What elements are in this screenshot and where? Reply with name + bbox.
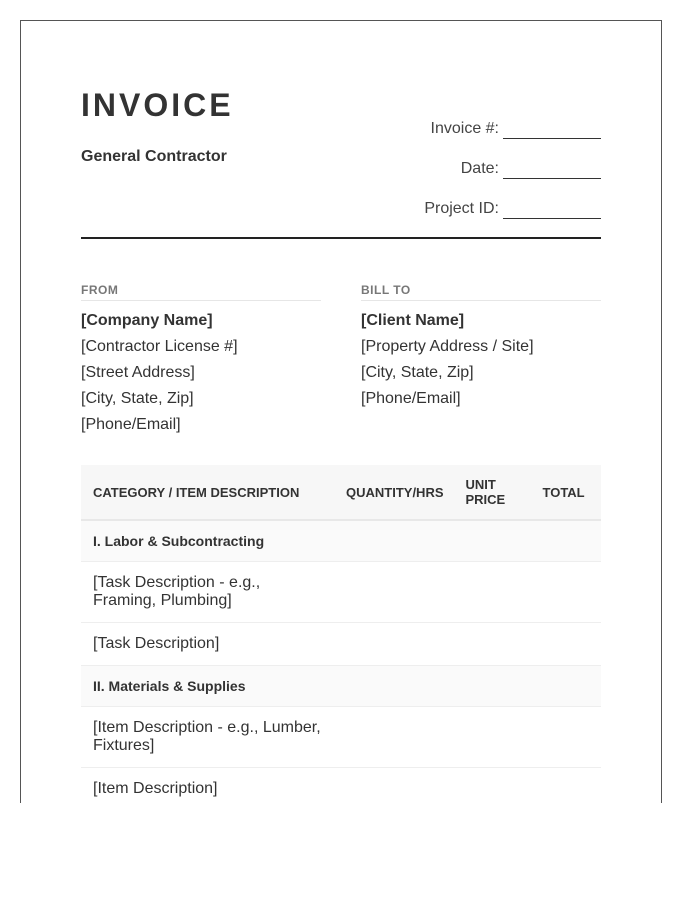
- from-street-address: [Street Address]: [81, 364, 195, 381]
- table-row: [81, 768, 601, 804]
- column-header-total: TOTAL: [531, 465, 602, 520]
- quantity-cell: [334, 707, 456, 768]
- from-city-state-zip: [City, State, Zip]: [81, 390, 194, 407]
- quantity-cell: [334, 623, 456, 666]
- quantity-cell: [334, 520, 456, 562]
- item-description: [Task Description - e.g., Framing, Plumbing]: [81, 562, 334, 623]
- quantity-cell: [334, 562, 456, 623]
- table-row: [81, 562, 601, 623]
- total-cell: [531, 623, 602, 666]
- invoice-title: INVOICE: [81, 87, 234, 123]
- invoice-number-blank[interactable]: [503, 121, 601, 139]
- invoice-date-blank[interactable]: [503, 161, 601, 179]
- quantity-cell: [334, 666, 456, 707]
- property-address: [Property Address / Site]: [361, 338, 534, 355]
- total-cell: [531, 520, 602, 562]
- total-cell: [531, 562, 602, 623]
- company-name: [Company Name]: [81, 312, 213, 329]
- total-cell: [531, 768, 602, 804]
- bill-to-city-state-zip: [City, State, Zip]: [361, 364, 474, 381]
- invoice-date-field[interactable]: [341, 139, 601, 179]
- line-items-table: [81, 465, 601, 803]
- from-phone-email: [Phone/Email]: [81, 416, 181, 433]
- section-row: [81, 520, 601, 562]
- item-description: [Task Description]: [81, 623, 334, 666]
- header-divider: [81, 237, 601, 239]
- unit-price-cell: [456, 623, 531, 666]
- bill-to-block: [361, 283, 601, 412]
- table-header-row: [81, 465, 601, 520]
- project-id-blank[interactable]: [503, 201, 601, 219]
- section-title: I. Labor & Subcontracting: [81, 520, 334, 562]
- client-name: [Client Name]: [361, 312, 465, 329]
- item-description: [Item Description]: [81, 768, 334, 804]
- column-header-unit-price: UNIT PRICE: [456, 465, 531, 520]
- invoice-subtitle: General Contractor: [81, 148, 227, 165]
- invoice-date-label: Date:: [460, 160, 499, 177]
- column-header-description: CATEGORY / ITEM DESCRIPTION: [81, 465, 334, 520]
- quantity-cell: [334, 768, 456, 804]
- table-row: [81, 623, 601, 666]
- project-id-label: Project ID:: [424, 200, 499, 217]
- from-block: [81, 283, 321, 438]
- invoice-document: [20, 20, 662, 803]
- unit-price-cell: [456, 707, 531, 768]
- invoice-number-field[interactable]: [341, 99, 601, 139]
- bill-to-phone-email: [Phone/Email]: [361, 390, 461, 407]
- invoice-number-label: Invoice #:: [430, 120, 499, 137]
- table-row: [81, 707, 601, 768]
- item-description: [Item Description - e.g., Lumber, Fixtures]: [81, 707, 334, 768]
- column-header-quantity: QUANTITY/HRS: [334, 465, 456, 520]
- unit-price-cell: [456, 520, 531, 562]
- unit-price-cell: [456, 666, 531, 707]
- section-title: II. Materials & Supplies: [81, 666, 334, 707]
- bill-to-heading: BILL TO: [361, 283, 601, 301]
- total-cell: [531, 707, 602, 768]
- unit-price-cell: [456, 562, 531, 623]
- total-cell: [531, 666, 602, 707]
- contractor-license: [Contractor License #]: [81, 338, 238, 355]
- invoice-meta: [341, 99, 601, 219]
- project-id-field[interactable]: [341, 179, 601, 219]
- from-heading: FROM: [81, 283, 321, 301]
- section-row: [81, 666, 601, 707]
- unit-price-cell: [456, 768, 531, 804]
